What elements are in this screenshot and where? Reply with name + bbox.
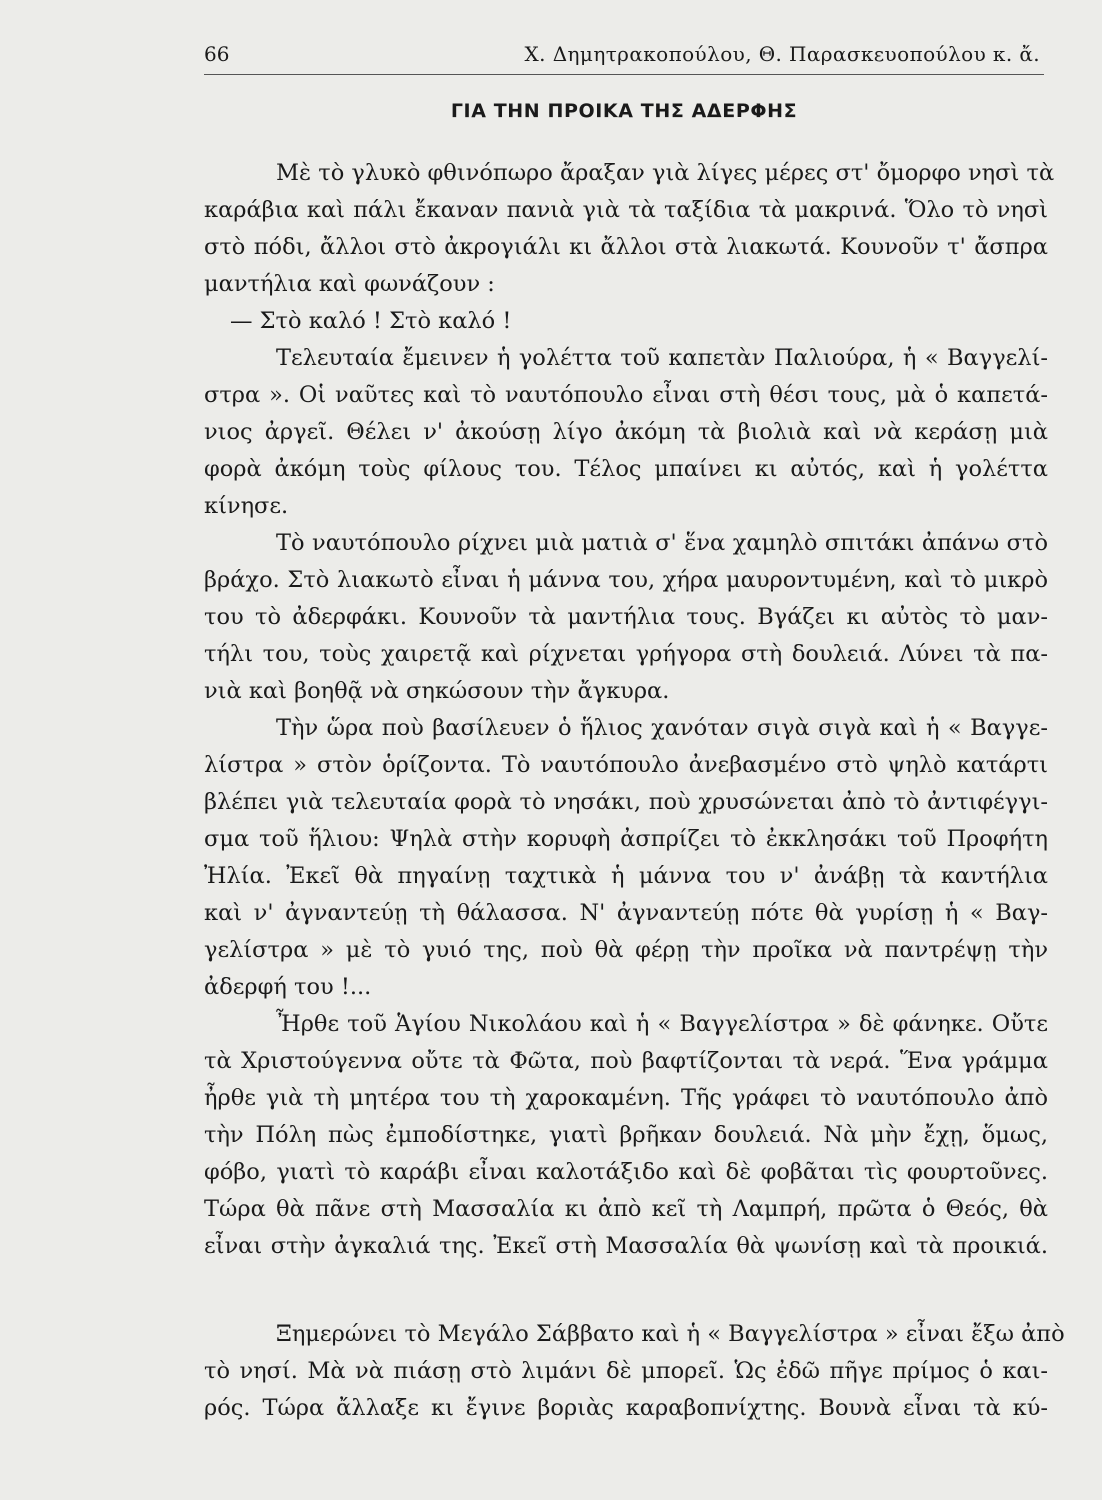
text-line: τὴν Πόλη πὼς ἐμποδίστηκε, γιατὶ βρῆκαν δουλειά. Νὰ μὴν ἔχῃ, ὅμως, — [204, 1122, 1048, 1148]
text-line: ἀδερφή του !... — [204, 974, 372, 1000]
text-line: σμα τοῦ ἥλιου: Ψηλὰ στὴν κορυφὴ ἀσπρίζει τὸ ἐκκλησάκι τοῦ Προφήτη — [204, 826, 1048, 852]
text-line: μαντήλια καὶ φωνάζουν : — [204, 271, 495, 297]
text-line: φόβο, γιατὶ τὸ καράβι εἶναι καλοτάξιδο καὶ δὲ φοβᾶται τὶς φουρτοῦνες. — [204, 1159, 1048, 1185]
text-line: εἶναι στὴν ἀγκαλιά της. Ἐκεῖ στὴ Μασσαλία θὰ ψωνίσῃ καὶ τὰ προικιά. — [204, 1233, 1048, 1259]
text-line: φορὰ ἀκόμη τοὺς φίλους του. Τέλος μπαίνει κι αὐτός, καὶ ἡ γολέττα — [204, 456, 1048, 482]
chapter-title: ΓΙΑ ΤΗΝ ΠΡΟΙΚΑ ΤΗΣ ΑΔΕΡΦΗΣ — [450, 100, 798, 122]
text-line: λίστρα » στὸν ὁρίζοντα. Τὸ ναυτόπουλο ἀνεβασμένο στὸ ψηλὸ κατάρτι — [204, 752, 1048, 778]
text-line: στρα ». Οἱ ναῦτες καὶ τὸ ναυτόπουλο εἶναι στὴ θέσι τους, μὰ ὁ καπετά- — [204, 382, 1048, 408]
text-line: γελίστρα » μὲ τὸ γυιό της, ποὺ θὰ φέρῃ τὴν προῖκα νὰ παντρέψῃ τὴν — [204, 937, 1048, 963]
text-line: Ἠλία. Ἐκεῖ θὰ πηγαίνῃ ταχτικὰ ἡ μάννα του ν' ἀνάβῃ τὰ καντήλια — [204, 863, 1048, 889]
text-line: — Στὸ καλό ! Στὸ καλό ! — [230, 308, 512, 334]
text-line: καράβια καὶ πάλι ἔκαναν πανιὰ γιὰ τὰ ταξίδια τὰ μακρινά. Ὅλο τὸ νησὶ — [204, 197, 1048, 223]
text-line: βλέπει γιὰ τελευταία φορὰ τὸ νησάκι, ποὺ χρυσώνεται ἀπὸ τὸ ἀντιφέγγι- — [204, 789, 1048, 815]
running-head: Χ. Δημητρακοπούλου, Θ. Παρασκευοπούλου κ. ἄ. — [524, 42, 1040, 66]
text-line: ἦρθε γιὰ τὴ μητέρα του τὴ χαροκαμένη. Τῆς γράφει τὸ ναυτόπουλο ἀπὸ — [204, 1085, 1048, 1111]
text-line: νιος ἀργεῖ. Θέλει ν' ἀκούσῃ λίγο ἀκόμη τὰ βιολιὰ καὶ νὰ κεράσῃ μιὰ — [204, 419, 1048, 445]
text-line: Τὸ ναυτόπουλο ρίχνει μιὰ ματιὰ σ' ἕνα χαμηλὸ σπιτάκι ἀπάνω στὸ — [276, 530, 1048, 556]
text-line: στὸ πόδι, ἄλλοι στὸ ἀκρογιάλι κι ἄλλοι στὰ λιακωτά. Κουνοῦν τ' ἄσπρα — [204, 234, 1048, 260]
text-line: Μὲ τὸ γλυκὸ φθινόπωρο ἄραξαν γιὰ λίγες μέρες στ' ὄμορφο νησὶ τὰ — [276, 160, 1055, 186]
text-line: Τελευταία ἔμεινεν ἡ γολέττα τοῦ καπετὰν Παλιούρα, ἡ « Βαγγελί- — [276, 345, 1048, 371]
text-line: τήλι του, τοὺς χαιρετᾷ καὶ ρίχνεται γρήγορα στὴ δουλειά. Λύνει τὰ πα- — [204, 641, 1048, 667]
text-line: ρός. Τώρα ἄλλαξε κι ἔγινε βοριὰς καραβοπνίχτης. Βουνὰ εἶναι τὰ κύ- — [204, 1395, 1048, 1421]
text-line: βράχο. Στὸ λιακωτὸ εἶναι ἡ μάννα του, χήρα μαυροντυμένη, καὶ τὸ μικρὸ — [204, 567, 1048, 593]
text-line: τὸ νησί. Μὰ νὰ πιάσῃ στὸ λιμάνι δὲ μπορεῖ. Ὡς ἐδῶ πῆγε πρίμος ὁ και- — [204, 1358, 1048, 1384]
text-line: νιὰ καὶ βοηθᾷ νὰ σηκώσουν τὴν ἄγκυρα. — [204, 678, 670, 704]
page-header — [204, 40, 1044, 75]
text-line: Τὴν ὥρα ποὺ βασίλευεν ὁ ἥλιος χανόταν σιγὰ σιγὰ καὶ ἡ « Βαγγε- — [276, 715, 1048, 741]
text-line: του τὸ ἀδερφάκι. Κουνοῦν τὰ μαντήλια τους. Βγάζει κι αὐτὸς τὸ μαν- — [204, 604, 1048, 630]
page-number: 66 — [204, 42, 230, 66]
text-line: κίνησε. — [204, 493, 289, 519]
text-line: Ξημερώνει τὸ Μεγάλο Σάββατο καὶ ἡ « Βαγγελίστρα » εἶναι ἔξω ἀπὸ — [276, 1321, 1065, 1347]
text-line: Τώρα θὰ πᾶνε στὴ Μασσαλία κι ἀπὸ κεῖ τὴ Λαμπρή, πρῶτα ὁ Θεός, θὰ — [204, 1196, 1048, 1222]
text-line: τὰ Χριστούγεννα οὔτε τὰ Φῶτα, ποὺ βαφτίζονται τὰ νερά. Ἕνα γράμμα — [204, 1048, 1048, 1074]
text-line: καὶ ν' ἀγναντεύῃ τὴ θάλασσα. Ν' ἀγναντεύῃ πότε θὰ γυρίσῃ ἡ « Βαγ- — [204, 900, 1048, 926]
text-line: Ἦρθε τοῦ Ἁγίου Νικολάου καὶ ἡ « Βαγγελίστρα » δὲ φάνηκε. Οὔτε — [276, 1011, 1048, 1037]
